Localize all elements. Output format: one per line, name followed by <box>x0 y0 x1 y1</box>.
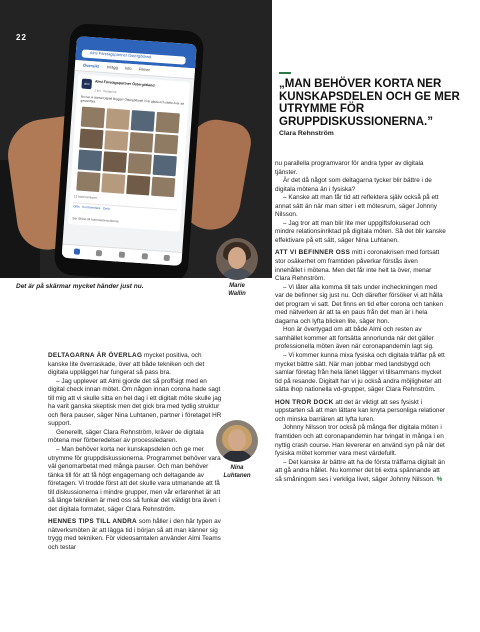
post-icon <box>119 252 125 258</box>
paragraph <box>275 160 446 177</box>
smartphone <box>53 23 204 278</box>
paragraph-text: – Kanske att man får tid att reflektera själv också på ett annat sätt än när man sitter i ett mötesrum, säger Johnny Nilsson. <box>275 194 439 219</box>
paragraph <box>275 284 446 327</box>
page-number: 22 <box>16 33 27 42</box>
pull-quote-attribution: Clara Rehnström <box>279 130 334 137</box>
paragraph-text: – Vi kommer kunna mixa fysiska och digitala träffar på ett mycket bättre sätt. När man jobbar med landsbygd och samlar företag från hela länet lägger vi tillsammans mycket tid på resande. Digitalt har vi ju också andra möjligheter att sätta ihop nationella vd-grupper, säger Clara Rehnström. <box>275 352 445 394</box>
paragraph-text: som håller i den här typen av nätverksmöten är att lägga tid i början så att man känner sig trygg med tekniken. För videosamtalen använder Almi Teams och testar <box>48 518 221 552</box>
portrait-marie-wallin <box>216 238 258 280</box>
participant-tile <box>126 174 150 195</box>
paragraph-text: – Man behöver korta ner kunskapsdelen och ge mer utrymme för gruppdiskussionerna. Programmet behöver vara väl genomarbetat med många pauser. Och man behöver tänka till för att få högt engagemang och deltagande av företagen. Vi trodde först att det skulle vara utmanande att få till diskussionerna i mindre grupper, men vår erfarenhet är att så länge tekniken är med oss så funkar det väldigt bra även i det digitala formatet, säger Clara Rehnström. <box>48 446 221 513</box>
end-mark: % <box>436 475 443 483</box>
participant-tile <box>78 150 102 171</box>
paragraph <box>48 378 222 429</box>
paragraph <box>275 326 446 352</box>
article-photo <box>0 0 272 278</box>
pull-quote: „MAN BEHÖVER KORTA NER KUNSKAPSDELEN OCH GE MER UTRYMME FÖR GRUPPDISKUSSIONERNA.” <box>279 78 460 128</box>
paragraph <box>275 459 446 485</box>
paragraph <box>48 446 222 514</box>
paragraph <box>275 352 446 395</box>
almi-logo: almi <box>81 79 92 90</box>
participant-tile <box>101 173 125 194</box>
notifications-icon <box>142 253 148 259</box>
participant-tile <box>151 176 175 197</box>
portrait-last-name: Luhtanen <box>223 472 251 479</box>
comment-action: Kommentera <box>82 204 101 211</box>
participant-tile <box>154 133 178 154</box>
body-column-left <box>48 352 222 553</box>
paragraph-text: Hon är övertygad om att både Almi och resten av samhället kommer att fortsätta annorlunda när det gäller professionella möten även när coronapandemin lagt sig. <box>275 326 434 351</box>
participant-tile <box>104 130 128 151</box>
paragraph-text: Johnny Nilsson tror också på många fler digitala möten i framtiden och att coronapandemin har tvingat in många i en nyttig crash course. Han levererar en använd syn på när det fysiska mötet kommer vara mest värdefullt. <box>275 424 445 458</box>
participant-tile <box>131 110 155 131</box>
participant-tile <box>76 171 100 192</box>
next-item: Ser Shine till kommentera denna <box>72 216 119 224</box>
participant-tile <box>128 153 152 174</box>
paragraph-lead: ATT VI BEFINNER OSS <box>275 249 351 257</box>
participant-tile <box>106 108 130 129</box>
participant-tile <box>129 132 153 153</box>
paragraph-text: mycket positiva, och kanske lite överraskade, över att både tekniken och det digitala upplägget har fungerat så pass bra. <box>48 352 205 377</box>
portrait-name <box>207 283 267 298</box>
participant-tile <box>79 128 103 149</box>
participant-tile <box>156 112 180 133</box>
tab-films: Filmer <box>138 66 151 73</box>
paragraph-lead: HON TROR DOCK <box>275 398 334 406</box>
paragraph <box>275 194 446 220</box>
paragraph <box>48 518 222 552</box>
phone-screen <box>62 36 197 266</box>
participant-tile <box>103 151 127 172</box>
paragraph <box>275 220 446 246</box>
post-text: Nu har vi startat Digital Brygger Östergötland! Vi är glada och stolta över att genomföra <box>80 94 185 106</box>
tab-posts: Inlägg <box>106 64 119 71</box>
jobs-icon <box>164 255 170 261</box>
portrait-first-name: Marie <box>229 283 245 289</box>
tab-overview: Översikt <box>82 62 100 69</box>
photo-caption: Det är på skärmar mycket händer just nu. <box>16 283 144 290</box>
participant-tile <box>153 155 177 176</box>
body-column-right <box>275 160 446 484</box>
network-icon <box>96 250 102 256</box>
paragraph-text: – Vi låter alla komma till tals under incheckningen med var de befinner sig just nu. Och därefter försöker vi att hålla det program vi satt. Det finns en tid efter corona och tanken med nätverken är att ta en paus från det man är i hela dagarna och lyfta blicken lite, säger hon. <box>275 283 444 325</box>
paragraph-lead: DELTAGARNA ÄR ÖVERLAG <box>48 352 143 359</box>
video-call-grid <box>76 107 180 198</box>
group-name: Almi Företagspartner Östergötland <box>94 79 155 88</box>
reactions-row: 12 kommentarer <box>73 194 177 210</box>
tab-info: Info <box>124 65 132 71</box>
home-icon <box>74 248 80 254</box>
paragraph <box>48 429 222 446</box>
group-meta: 2 tim · Redigerat <box>94 88 117 94</box>
search-text: Almi Företagspartner Östergötland <box>89 50 152 60</box>
paragraph <box>48 352 222 378</box>
paragraph <box>275 249 446 283</box>
share-action: Dela <box>102 206 110 211</box>
paragraph-text: nu parallella programvaror för andra typer av digitala tjänster. <box>275 160 424 176</box>
paragraph-text: att det är viktigt att ses fysiskt i uppstarten så att man lättare kan knyta personliga relationer och minska barriären att lyfta luren. <box>275 398 446 423</box>
paragraph <box>275 177 446 194</box>
like-action: Gilla <box>73 204 80 209</box>
paragraph-text: – Jag upplever att Almi gjorde det så proffsigt med en digital check innan mötet. Om någon innan corona hade sagt till mig att vi skulle sitta en hel dag i ett digitalt möte skulle jag ha varit ganska skeptisk men det gick bra med tydlig struktur och flera pauser, säger Nina Luhtanen, partner i företaget HR support. <box>48 377 222 428</box>
portrait-last-name: Wallin <box>228 290 246 297</box>
paragraph-text: – Det kanske är bättre att ha de första träffarna digitalt än att gå andra hållet. Nu kommer det bli extra spännande att så småningom ses i verkliga livet, säger Johnny Nilsson. <box>275 458 445 483</box>
paragraph <box>275 399 446 425</box>
paragraph-text: Är det då något som deltagarna tycker blir bättre i de digitala mötena än i fysiska? <box>275 177 432 193</box>
participant-tile <box>81 107 105 128</box>
paragraph-lead: HENNES TIPS TILL ANDRA <box>48 518 137 526</box>
paragraph <box>275 424 446 458</box>
portrait-first-name: Nina <box>230 465 244 471</box>
paragraph-text: mitt i coronakrisen med fortsatt stor osäkerhet om framtiden påverkar förstås även innehållet i mötena. Men det får inte helt ta över, menar Clara Rehnström. <box>275 249 440 283</box>
portrait-nina-luhtanen <box>216 420 258 462</box>
paragraph-text: – Jag tror att man blir lite mer uppgiftsfokuserad och mindre relationsinriktad på digitala möten. Så det blir kanske effektivare på ett sätt, säger Nina Luhtanen. <box>275 219 446 244</box>
accent-rule <box>279 72 291 74</box>
paragraph-text: Generellt, säger Clara Rehnström, kräver de digitala mötena mer förberedelser av processledaren. <box>48 428 204 445</box>
